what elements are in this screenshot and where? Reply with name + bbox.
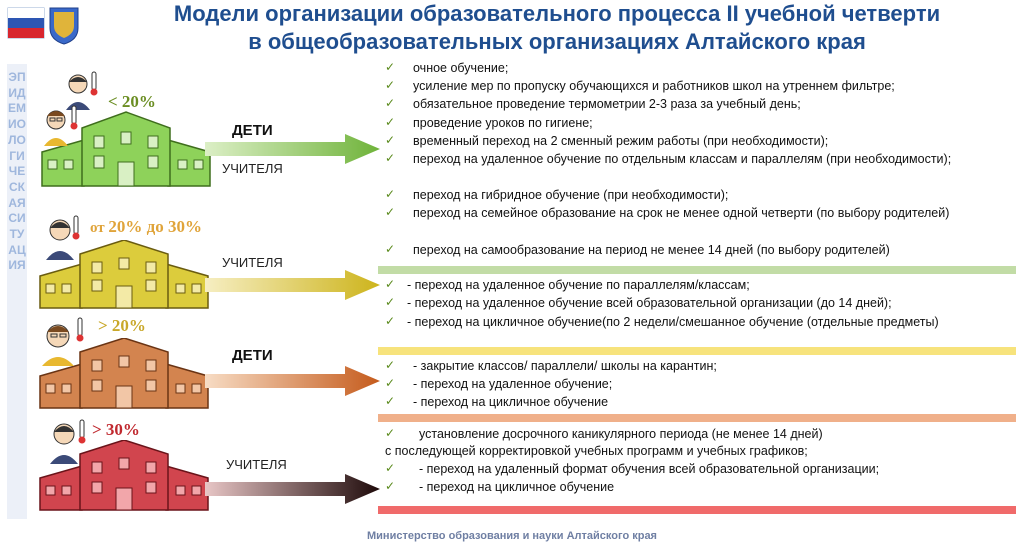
divider-orange xyxy=(378,414,1016,422)
list-item: переход на самообразование на период не менее 14 дней (по выбору родителей) xyxy=(413,243,890,257)
list-item: установление досрочного каникулярного периода (не менее 14 дней) xyxy=(419,427,823,441)
arrow-label-children-3: ДЕТИ xyxy=(232,347,273,364)
arrow-label-teachers-2: УЧИТЕЛЯ xyxy=(222,255,283,270)
arrow-label-teachers-4: УЧИТЕЛЯ xyxy=(226,457,287,472)
list-item: временный переход на 2 сменный режим работы (при необходимости); xyxy=(413,134,829,148)
footer: Министерство образования и науки Алтайского края xyxy=(367,530,657,542)
divider-red xyxy=(378,506,1016,514)
level-1-percent: < 20% xyxy=(108,92,156,111)
list-item: - переход на удаленное обучение по параллелям/классам; xyxy=(407,278,750,292)
list-item: переход на семейное образование на срок не менее одной четверти (по выбору родителей) xyxy=(413,206,950,220)
sick-person-thermometer-icon xyxy=(44,418,90,464)
level-4-percent: > 30% xyxy=(92,420,140,439)
list-item: с последующей корректировкой учебных программ и учебных графиков; xyxy=(385,444,808,458)
red-measures: ✓ установление досрочного каникулярного периода (не менее 14 дней) с последующей корректировкой учебных программ и учебных графиков; ✓ - переход на удаленный формат обучения всей образовательной организации; ✓ - переход на цикличное обучение xyxy=(385,426,880,494)
list-item: усиление мер по пропуску обучающихся и работников школ на утреннем фильтре; xyxy=(413,79,895,93)
arrow-orange-icon xyxy=(205,366,380,396)
title-line-2: в общеобразовательных организациях Алтайского края xyxy=(248,29,866,54)
arrow-label-teachers-1: УЧИТЕЛЯ xyxy=(222,161,283,176)
yellow-measures: ✓ - переход на удаленное обучение по параллелям/классам; ✓ - переход на удаленное обучение всей образовательной организации (до 14 дней); ✓ - переход на цикличное обучение(по 2 недели/смешанное обучение (отдельные предметы) xyxy=(385,277,1015,347)
logo xyxy=(6,2,86,46)
divider-yellow xyxy=(378,347,1016,355)
list-item: - переход на удаленное обучение всей образовательной организации (до 14 дней); xyxy=(407,296,892,310)
list-item: - переход на удаленный формат обучения всей образовательной организации; xyxy=(419,462,880,476)
list-item: переход на удаленное обучение по отдельным классам и параллелям (при необходимости); xyxy=(413,152,952,166)
side-label-text: ЭПИДЕМИОЛОГИЧЕСКАЯ СИТУАЦИЯ xyxy=(8,70,26,273)
list-item: переход на гибридное обучение (при необходимости); xyxy=(413,188,729,202)
divider-green xyxy=(378,266,1016,274)
list-item: - переход на цикличное обучение xyxy=(419,480,615,494)
sick-person-thermometer-icon xyxy=(38,214,84,260)
arrow-label-children-1: ДЕТИ xyxy=(232,122,273,139)
orange-measures: ✓ - закрытие классов/ параллели/ школы на карантин; ✓ - переход на удаленное обучение; ✓ - переход на цикличное обучение xyxy=(385,358,717,409)
teacher-thermometer-icon xyxy=(42,104,82,146)
level-2-percent: 20% до 30% xyxy=(108,217,203,236)
level-3-percent: > 20% xyxy=(98,316,146,335)
level-2-percent-prefix: от xyxy=(90,220,109,236)
page-title xyxy=(90,0,1024,56)
list-item: - закрытие классов/ параллели/ школы на карантин; xyxy=(413,359,717,373)
list-item: - переход на цикличное обучение(по 2 недели/смешанное обучение (отдельные предметы) xyxy=(407,315,939,329)
side-label xyxy=(7,64,27,519)
list-item: обязательное проведение термометрии 2-3 раза за учебный день; xyxy=(413,97,801,111)
arrow-yellow-icon xyxy=(205,270,380,300)
teacher-thermometer-icon xyxy=(40,316,88,366)
list-item: очное обучение; xyxy=(413,61,509,75)
level-2-percent-wrap xyxy=(90,217,202,237)
list-item: - переход на удаленное обучение; xyxy=(413,377,613,391)
list-item: - переход на цикличное обучение xyxy=(413,395,609,409)
title-line-1: Модели организации образовательного процесса II учебной четверти xyxy=(173,1,941,26)
list-item: проведение уроков по гигиене; xyxy=(413,116,593,130)
arrow-dark-icon xyxy=(205,474,380,504)
